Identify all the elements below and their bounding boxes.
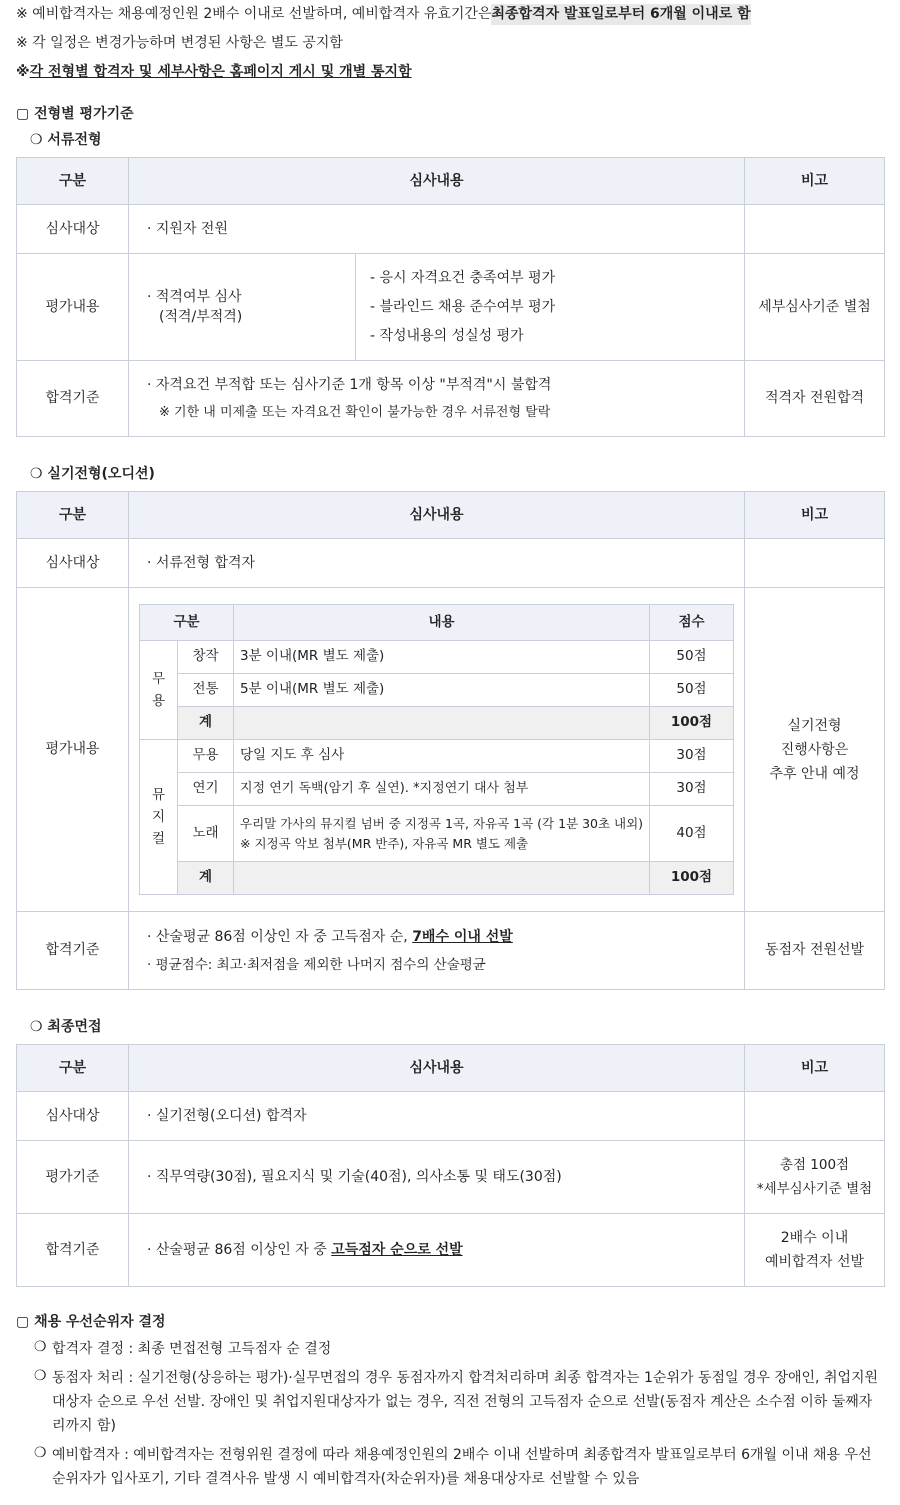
row-label-eval: 평가내용 (17, 588, 129, 912)
audition-table (16, 491, 885, 990)
final-target-text: · 실기전형(오디션) 합격자 (147, 1108, 307, 1124)
doc-target-text: · 지원자 전원 (147, 221, 228, 237)
dance-score: 50점 (650, 641, 734, 674)
circle-bullet-icon: ❍ (34, 1339, 47, 1355)
final-interview-table (16, 1044, 885, 1287)
musical-score: 30점 (650, 773, 734, 806)
musical-content: 지정 연기 독백(암기 후 실연). *지정연기 대사 첨부 (234, 773, 650, 806)
musical-sub-label: 노래 (178, 806, 234, 862)
musical-group-label: 뮤 지 컬 (140, 740, 178, 895)
notice-announce-prefix: ※ (16, 64, 30, 81)
notice-announce-underline: 각 전형별 합격자 및 세부사항은 홈페이지 게시 및 개별 통지함 (29, 64, 412, 81)
inner-header-content: 내용 (234, 605, 650, 641)
list-item (34, 1366, 884, 1438)
final-pass-underline: 고득점자 순으로 선발 (331, 1241, 463, 1258)
col-header-cat: 구분 (17, 1045, 129, 1092)
doc-eval-item: - 작성내용의 성실성 평가 (370, 327, 524, 344)
dance-sub-label: 전통 (178, 674, 234, 707)
audition-remark-line: 진행사항은 (780, 741, 849, 758)
musical-content: 당일 지도 후 심사 (234, 740, 650, 773)
circle-bullet-icon: ❍ (34, 1445, 47, 1461)
row-label-target: 심사대상 (17, 1092, 129, 1141)
row-label-pass: 합격기준 (17, 361, 129, 437)
doc-screening-title: ❍ 서류전형 (30, 131, 102, 148)
notice-schedule (16, 29, 884, 58)
musical-total-label: 계 (178, 862, 234, 895)
audition-remark-line: 실기전형 (787, 717, 842, 734)
notice-announce (16, 58, 884, 87)
audition-pass-line2: · 평균점수: 최고·최저점을 제외한 나머지 점수의 산술평균 (147, 951, 744, 979)
audition-pass-line1: · 산술평균 86점 이상인 자 중 고득점자 순, (147, 929, 412, 945)
musical-score: 40점 (650, 806, 734, 862)
priority-item-text: 예비합격자 : 예비합격자는 전형위원 결정에 따라 채용예정인원의 2배수 이내 선발하며 최종합격자 발표일로부터 6개월 이내 채용 우선 순위자가 입사포기, 기타 결격사유 발생 시 예비합격자(차순위자)를 채용대상자로 선발할 수 있음 (52, 1447, 872, 1487)
row-label-pass: 합격기준 (17, 1214, 129, 1287)
final-pass-remark-line: 2배수 이내 (780, 1230, 849, 1246)
audition-target-text: · 서류전형 합격자 (147, 555, 255, 571)
notice-reserve-highlight: 최종합격자 발표일로부터 6개월 이내로 함 (491, 4, 750, 24)
musical-score: 30점 (650, 740, 734, 773)
dance-content: 5분 이내(MR 별도 제출) (234, 674, 650, 707)
dance-score: 50점 (650, 674, 734, 707)
list-item (34, 1337, 884, 1361)
dance-group-label: 무 용 (140, 641, 178, 740)
doc-pass-sub: ※ 기한 내 미제출 또는 자격요건 확인이 불가능한 경우 서류전형 탈락 (159, 404, 551, 420)
audition-pass-line1-underline: 7배수 이내 선발 (412, 928, 513, 945)
priority-list (16, 1337, 884, 1491)
inner-header-score: 점수 (650, 605, 734, 641)
audition-remark-line: 추후 안내 예정 (769, 765, 860, 782)
inner-header-cat: 구분 (140, 605, 234, 641)
musical-sub-label: 연기 (178, 773, 234, 806)
final-eval-text: · 직무역량(30점), 필요지식 및 기술(40점), 의사소통 및 태도(30점) (147, 1169, 562, 1185)
row-label-pass: 합격기준 (17, 912, 129, 990)
col-header-cat: 구분 (17, 158, 129, 205)
doc-screening-table (16, 157, 885, 437)
audition-title: ❍ 실기전형(오디션) (30, 465, 155, 482)
row-label-eval: 평가내용 (17, 254, 129, 361)
notice-reserve-text: ※ 예비합격자는 채용예정인원 2배수 이내로 선발하며, 예비합격자 유효기간은 (16, 6, 492, 23)
col-header-cat: 구분 (17, 492, 129, 539)
col-header-content: 심사내용 (129, 158, 745, 205)
row-label-target: 심사대상 (17, 205, 129, 254)
priority-item-text: 합격자 결정 : 최종 면접전형 고득점자 순 결정 (52, 1341, 332, 1357)
circle-bullet-icon: ❍ (34, 1368, 47, 1384)
notice-schedule-text: ※ 각 일정은 변경가능하며 변경된 사항은 별도 공지함 (16, 35, 343, 52)
row-label-target: 심사대상 (17, 539, 129, 588)
final-eval-remark-line: 총점 100점 (779, 1157, 850, 1173)
musical-content: 우리말 가사의 뮤지컬 넘버 중 지정곡 1곡, 자유곡 1곡 (각 1분 30초 내외) (240, 815, 644, 831)
dance-sub-label: 창작 (178, 641, 234, 674)
final-eval-remark-line: *세부심사기준 별첨 (756, 1181, 873, 1197)
doc-eval-remark: 세부심사기준 별첨 (745, 254, 885, 361)
doc-pass-remark: 적격자 전원합격 (745, 361, 885, 437)
doc-eval-sub: (적격/부적격) (159, 309, 243, 325)
final-pass-remark-line: 예비합격자 선발 (764, 1254, 865, 1270)
audition-score-table (139, 604, 734, 895)
notice-reserve (16, 0, 884, 29)
dance-content: 3분 이내(MR 별도 제출) (234, 641, 650, 674)
col-header-content: 심사내용 (129, 1045, 745, 1092)
musical-sub-label: 무용 (178, 740, 234, 773)
col-header-content: 심사내용 (129, 492, 745, 539)
final-interview-title: ❍ 최종면접 (30, 1018, 102, 1035)
section-eval-criteria-title: ▢ 전형별 평가기준 (16, 105, 134, 122)
dance-total-label: 계 (178, 707, 234, 740)
list-item (34, 1443, 884, 1491)
musical-content-note: ※ 지정곡 악보 첨부(MR 반주), 자유곡 MR 별도 제출 (240, 835, 529, 851)
col-header-remark: 비고 (745, 158, 885, 205)
section-priority-title: ▢ 채용 우선순위자 결정 (16, 1313, 166, 1330)
musical-total-score: 100점 (650, 862, 734, 895)
priority-item-text: 동점자 처리 : 실기전형(상응하는 평가)·실무면접의 경우 동점자까지 합격처리하며 최종 합격자는 1순위가 동점일 경우 장애인, 취업지원대상자 순으로 우선 선발. 장애인 및 취업지원대상자가 없는 경우, 직전 전형의 고득점자 순으로 선발(동점자 계산은 소수점 이하 둘째자리까지 함) (52, 1370, 879, 1434)
row-label-eval: 평가기준 (17, 1141, 129, 1214)
doc-eval-item: - 응시 자격요건 충족여부 평가 (370, 269, 556, 286)
col-header-remark: 비고 (745, 492, 885, 539)
audition-pass-remark: 동점자 전원선발 (745, 912, 885, 990)
doc-eval-main: · 적격여부 심사 (147, 287, 355, 307)
final-pass-text: · 산술평균 86점 이상인 자 중 (147, 1242, 331, 1258)
doc-eval-item: - 블라인드 채용 준수여부 평가 (370, 298, 556, 315)
dance-total-score: 100점 (650, 707, 734, 740)
col-header-remark: 비고 (745, 1045, 885, 1092)
doc-pass-main: · 자격요건 부적합 또는 심사기준 1개 항목 이상 "부적격"시 불합격 (147, 371, 744, 399)
